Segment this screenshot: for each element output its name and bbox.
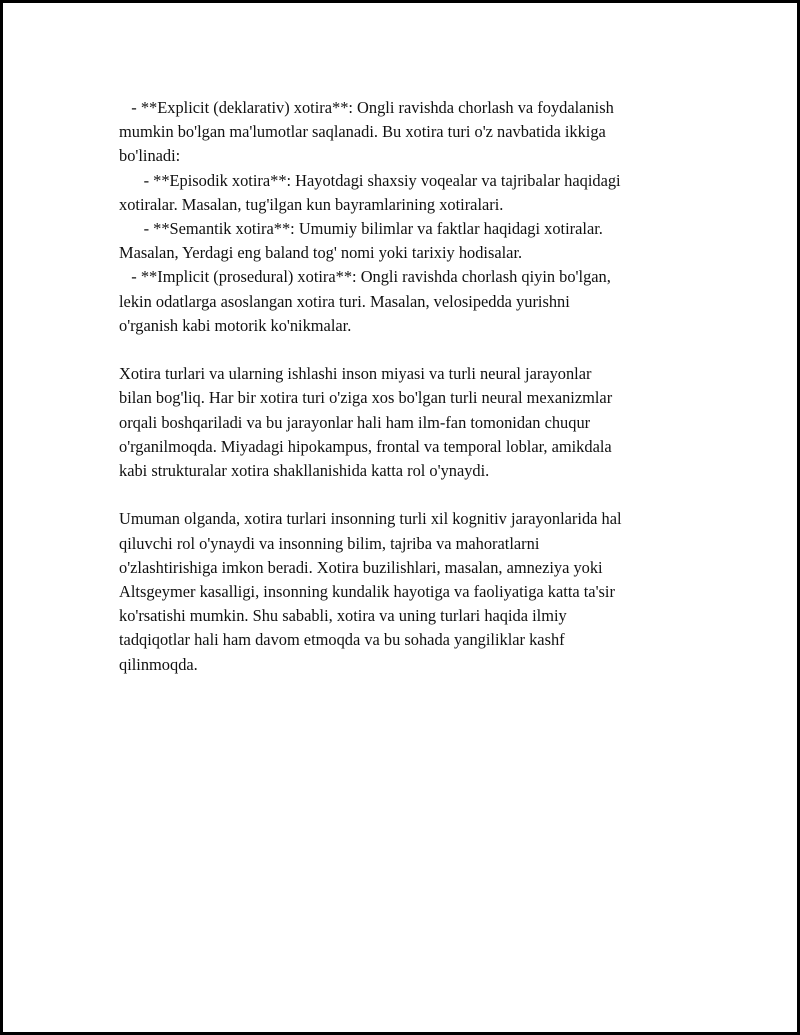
paragraph-spacer xyxy=(119,483,699,507)
paragraph-neural xyxy=(119,362,699,483)
text-line: o'rganish kabi motorik ko'nikmalar. xyxy=(119,315,352,335)
text-line: o'rganilmoqda. Miyadagi hipokampus, frontal va temporal loblar, amikdala xyxy=(119,436,612,456)
text-line: Xotira turlari va ularning ishlashi inson miyasi va turli neural jarayonlar xyxy=(119,364,592,384)
text-line: Masalan, Yerdagi eng baland tog' nomi yoki tarixiy hodisalar. xyxy=(119,243,523,263)
text-line: - **Episodik xotira**: Hayotdagi shaxsiy voqealar va tajribalar haqidagi xyxy=(119,170,621,190)
text-line: - **Semantik xotira**: Umumiy bilimlar va faktlar haqidagi xotiralar. xyxy=(119,219,603,239)
paragraph-conclusion xyxy=(119,507,699,676)
text-line: - **Implicit (prosedural) xotira**: Ongli ravishda chorlash qiyin bo'lgan, xyxy=(119,267,611,287)
document-body xyxy=(119,96,699,677)
text-line: ko'rsatishi mumkin. Shu sababli, xotira va uning turlari haqida ilmiy xyxy=(119,606,567,626)
text-line: bilan bog'liq. Har bir xotira turi o'ziga xos bo'lgan turli neural mexanizmlar xyxy=(119,388,613,408)
text-line: kabi strukturalar xotira shakllanishida katta rol o'ynaydi. xyxy=(119,461,490,481)
text-line: qiluvchi rol o'ynaydi va insonning bilim, tajriba va mahoratlarni xyxy=(119,533,540,553)
text-line: xotiralar. Masalan, tug'ilgan kun bayramlarining xotiralari. xyxy=(119,194,504,214)
text-line: Umuman olganda, xotira turlari insonning turli xil kognitiv jarayonlarida hal xyxy=(119,509,622,529)
paragraph-spacer xyxy=(119,338,699,362)
memory-types-list xyxy=(119,96,699,338)
text-line: - **Explicit (deklarativ) xotira**: Ongli ravishda chorlash va foydalanish xyxy=(119,98,614,117)
text-line: tadqiqotlar hali ham davom etmoqda va bu sohada yangiliklar kashf xyxy=(119,630,565,650)
text-line: mumkin bo'lgan ma'lumotlar saqlanadi. Bu xotira turi o'z navbatida ikkiga xyxy=(119,122,606,142)
text-line: orqali boshqariladi va bu jarayonlar hali ham ilm-fan tomonidan chuqur xyxy=(119,412,591,432)
text-line: bo'linadi: xyxy=(119,146,181,166)
text-line: Altsgeymer kasalligi, insonning kundalik hayotiga va faoliyatiga katta ta'sir xyxy=(119,582,615,602)
text-line: o'zlashtirishiga imkon beradi. Xotira buzilishlari, masalan, amneziya yoki xyxy=(119,557,603,577)
text-line: lekin odatlarga asoslangan xotira turi. Masalan, velosipedda yurishni xyxy=(119,291,570,311)
text-line: qilinmoqda. xyxy=(119,654,198,674)
